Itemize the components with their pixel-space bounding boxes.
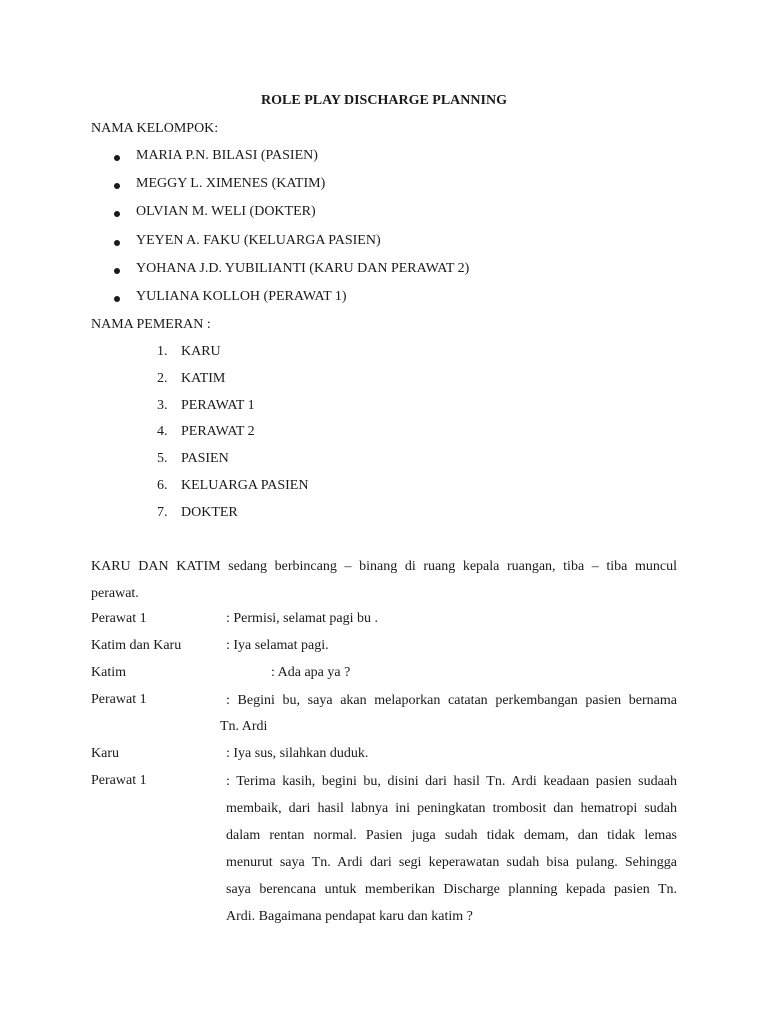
dialogue-paragraph (226, 768, 677, 930)
paragraph-line: menurut saya Tn. Ardi dari segi keperawatan sudah bisa pulang. Sehingga (226, 855, 677, 870)
group-heading: NAMA KELOMPOK: (91, 121, 219, 136)
speaker-name: Perawat 1 (91, 773, 147, 788)
list-number: 2. (157, 371, 168, 386)
dialogue-line (226, 687, 677, 714)
list-item: MARIA P.N. BILASI (PASIEN) (136, 148, 318, 163)
paragraph-line: perawat. (91, 586, 139, 601)
speaker-name: Perawat 1 (91, 611, 147, 626)
list-number: 6. (157, 478, 168, 493)
dialogue-line: : Ada apa ya ? (271, 665, 351, 680)
list-item: PASIEN (181, 451, 229, 466)
bullet-icon (114, 240, 120, 246)
dialogue-line: : Permisi, selamat pagi bu . (226, 611, 379, 626)
list-item: KATIM (181, 371, 226, 386)
list-item: DOKTER (181, 505, 238, 520)
list-item: YOHANA J.D. YUBILIANTI (KARU DAN PERAWAT 2) (136, 261, 470, 276)
list-item: KELUARGA PASIEN (181, 478, 309, 493)
list-item: YULIANA KOLLOH (PERAWAT 1) (136, 289, 347, 304)
list-item: PERAWAT 1 (181, 398, 255, 413)
cast-heading: NAMA PEMERAN : (91, 317, 211, 332)
paragraph-line: dalam rentan normal. Pasien juga sudah tidak demam, dan tidak lemas (226, 828, 677, 843)
paragraph-line: Ardi. Bagaimana pendapat karu dan katim ? (226, 909, 473, 924)
list-number: 5. (157, 451, 168, 466)
speaker-name: Katim (91, 665, 126, 680)
list-item: PERAWAT 2 (181, 424, 255, 439)
paragraph-line: : Begini bu, saya akan melaporkan catatan perkembangan pasien bernama (226, 693, 677, 708)
list-number: 1. (157, 344, 168, 359)
bullet-icon (114, 296, 120, 302)
bullet-icon (114, 155, 120, 161)
list-item: MEGGY L. XIMENES (KATIM) (136, 176, 326, 191)
paragraph-line: KARU DAN KATIM sedang berbincang – binang di ruang kepala ruangan, tiba – tiba muncul (91, 559, 677, 574)
paragraph-line: membaik, dari hasil labnya ini peningkatan trombosit dan hematropi sudah (226, 801, 677, 816)
paragraph-line: Tn. Ardi (220, 719, 268, 734)
document-title: ROLE PLAY DISCHARGE PLANNING (261, 93, 507, 108)
list-item: KARU (181, 344, 221, 359)
list-item: YEYEN A. FAKU (KELUARGA PASIEN) (136, 233, 381, 248)
paragraph-line: saya berencana untuk memberikan Discharge planning kepada pasien Tn. (226, 882, 677, 897)
list-item: OLVIAN M. WELI (DOKTER) (136, 204, 316, 219)
bullet-icon (114, 183, 120, 189)
bullet-icon (114, 268, 120, 274)
dialogue-line: : Iya sus, silahkan duduk. (226, 746, 369, 761)
list-number: 4. (157, 424, 168, 439)
dialogue-line: : Iya selamat pagi. (226, 638, 329, 653)
speaker-name: Karu (91, 746, 119, 761)
speaker-name: Perawat 1 (91, 692, 147, 707)
speaker-name: Katim dan Karu (91, 638, 182, 653)
list-number: 7. (157, 505, 168, 520)
paragraph-line: : Terima kasih, begini bu, disini dari hasil Tn. Ardi keadaan pasien sudaah (226, 774, 677, 789)
list-number: 3. (157, 398, 168, 413)
intro-paragraph (91, 553, 677, 607)
bullet-icon (114, 211, 120, 217)
